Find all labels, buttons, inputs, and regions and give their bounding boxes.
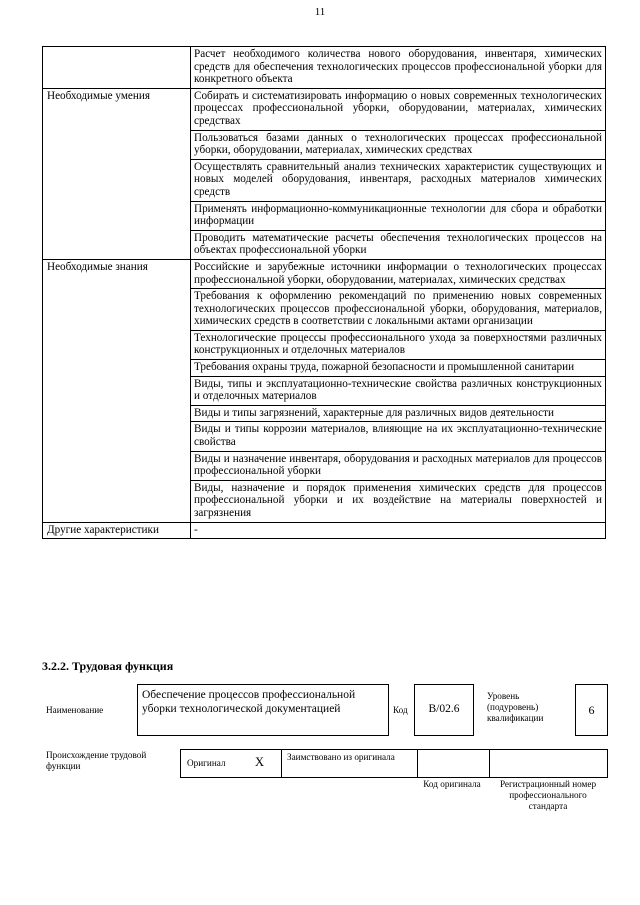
row-item: Виды, типы и эксплуатационно-технические свойства различных конструкционных и отделочных материалов [191, 376, 606, 405]
original-label: Оригинал [187, 758, 226, 768]
code-box [414, 684, 474, 736]
row-item: Виды и типы загрязнений, характерные для различных видов деятельности [191, 405, 606, 422]
function-name: Обеспечение процессов профессиональной уборки технологической документацией [142, 689, 356, 715]
code-label: Код [393, 705, 408, 715]
reg-number-label: Регистрационный номер профессионального стандарта [499, 779, 597, 811]
page-number: 11 [314, 6, 326, 18]
table-row [43, 259, 606, 288]
row-item: Расчет необходимого количества нового оборудования, инвентаря, химических средств для обеспечения технологических процессов профессиональной уборки для конкретного объекта [191, 47, 606, 89]
row-label: Необходимые умения [43, 88, 191, 259]
origin-table [180, 749, 608, 778]
row-item: - [191, 522, 606, 539]
table-row [43, 88, 606, 130]
row-item: Проводить математические расчеты обеспечения технологических процессов на объектах профессиональной уборки [191, 230, 606, 259]
table-row [43, 47, 606, 89]
origin-label: Происхождение трудовой функции [46, 750, 147, 771]
code-value: В/02.6 [428, 703, 460, 715]
row-item: Осуществлять сравнительный анализ технических характеристик существующих и новых моделей оборудования, инвентаря, расходных материалов химических средств [191, 159, 606, 201]
table-row [43, 522, 606, 539]
name-label: Наименование [46, 705, 104, 715]
row-item: Технологические процессы профессионального ухода за поверхностями различных конструкционных и отделочных материалов [191, 330, 606, 359]
row-item: Требования к оформлению рекомендаций по применению новых современных технологических процессов профессиональной уборки, оборудования, материалов, химических средств в соответствии с локальными актами организации [191, 289, 606, 331]
row-item: Виды и назначение инвентаря, оборудования и расходных материалов для процессов профессиональной уборки [191, 451, 606, 480]
name-box [137, 684, 389, 736]
row-item: Российские и зарубежные источники информации о технологических процессах профессиональной уборки, оборудовании, материалах, химических средствах [191, 259, 606, 288]
borrowed-label: Заимствовано из оригинала [287, 752, 395, 762]
row-item: Применять информационно-коммуникационные технологии для сбора и обработки информации [191, 201, 606, 230]
requirements-table [42, 46, 606, 539]
section-title: 3.2.2. Трудовая функция [42, 659, 174, 673]
original-mark: X [255, 755, 265, 769]
row-item: Пользоваться базами данных о технологических процессах профессиональной уборки, оборудовании, материалах, химических средствах [191, 130, 606, 159]
row-item: Виды и типы коррозии материалов, влияющие на их эксплуатационно-технические свойства [191, 422, 606, 451]
row-item: Виды, назначение и порядок применения химических средств для процессов профессиональной уборки и их воздействие на материалы поверхностей и загрязнения [191, 480, 606, 522]
level-value: 6 [588, 703, 595, 717]
row-item: Собирать и систематизировать информацию о новых современных технологических процессах профессиональной уборки, оборудовании, материалах, химических средствах [191, 88, 606, 130]
row-label: Другие характеристики [43, 522, 191, 539]
row-item: Требования охраны труда, пожарной безопасности и промышленной санитарии [191, 360, 606, 377]
row-label: Необходимые знания [43, 259, 191, 522]
code-original-label: Код оригинала [423, 779, 481, 789]
row-label [43, 47, 191, 89]
level-box [575, 684, 608, 736]
level-label: Уровень (подуровень) квалификации [487, 691, 544, 723]
